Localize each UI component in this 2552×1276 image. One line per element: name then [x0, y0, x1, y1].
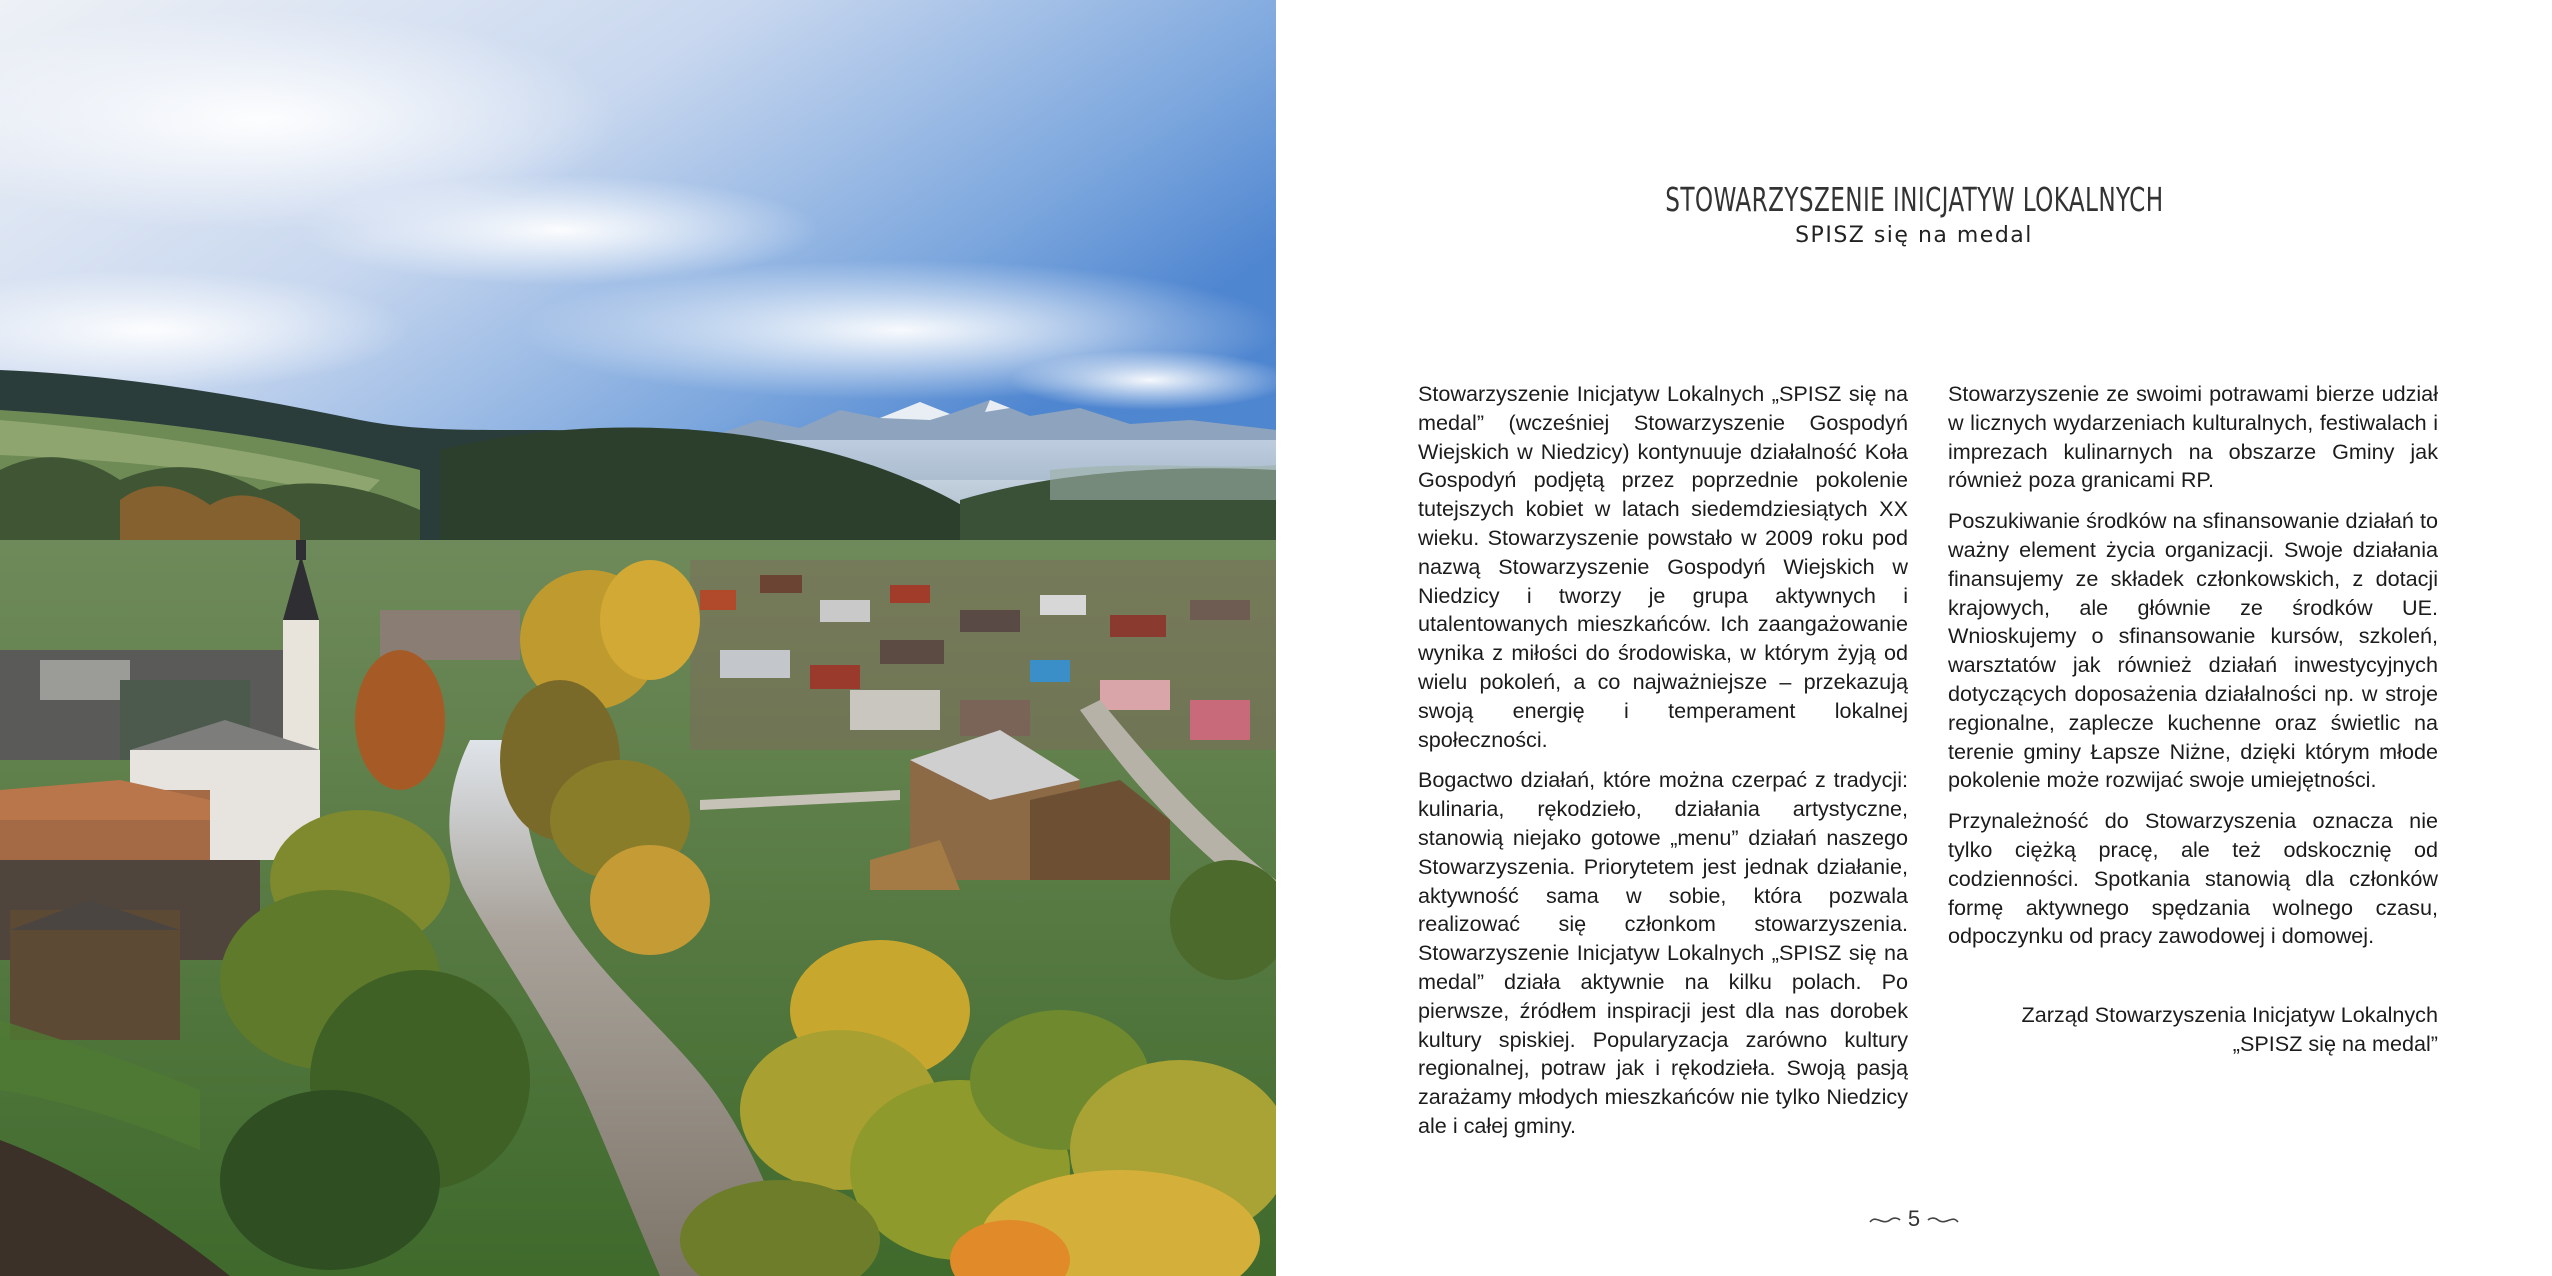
paragraph: Poszukiwanie środków na sfinansowanie działań to ważny element życia organizacji. Swoje działania finansujemy ze składek członkowskich, z dotacji krajowych, ale głównie ze środków UE. Wnioskujemy o sfinansowanie kursów, szkoleń, warsztatów jak również działań inwestycyjnych dotyczących doposażenia działalności np. w stroje regionalne, zaplecze kuchenne oraz świetlic na terenie gminy Łapsze Niżne, dzięki którym młode pokolenie może rozwijać swoje umiejętności.	[1948, 508, 2438, 793]
paragraph: Stowarzyszenie ze swoimi potrawami bierze udział w licznych wydarzeniach kulturalnych, festiwalach i imprezach kulinarnych na obszarze Gminy jak również poza granicami RP.	[1948, 381, 2438, 493]
paragraph: Stowarzyszenie Inicjatyw Lokalnych „SPISZ się na medal” (wcześniej Stowarzyszenie Gospodyń Wiejskich w Niedzicy) kontynuuje działalność Koła Gospodyń podjętą przez poprzednie pokolenie tutejszych kobiet w latach siedemdziesiątych XX wieku. Stowarzyszenie powstało w 2009 roku pod nazwą Stowarzyszenie Gospodyń Wiejskich w Niedzicy i tworzy je grupa aktywnych i utalentowanych mieszkańców. Ich zaangażowanie wynika z miłości do środowiska, w którym żyją od wielu pokoleń, a co najważniejsze – przekazują swoją energię i temperament lokalnej społeczności.	[1418, 381, 1908, 752]
organization-subtitle: SPISZ się na medal	[1795, 223, 2033, 248]
page-number	[1276, 1206, 2552, 1232]
right-ornament-icon	[1926, 1212, 1960, 1228]
signature	[1948, 1001, 2438, 1059]
organization-name: STOWARZYSZENIE INICJATYW LOKALNYCH	[1664, 180, 2164, 219]
left-text-column	[1418, 380, 1908, 1153]
signature-line: „SPISZ się na medal”	[2232, 1030, 2438, 1056]
page-header	[1276, 180, 2552, 248]
signature-line: Zarząd Stowarzyszenia Inicjatyw Lokalnych	[2021, 1002, 2438, 1028]
left-ornament-icon	[1868, 1212, 1902, 1228]
right-text-column	[1948, 380, 2438, 1059]
text-page	[1276, 0, 2552, 1276]
page-number-value: 5	[1907, 1206, 1921, 1231]
paragraph: Bogactwo działań, które można czerpać z tradycji: kulinaria, rękodzieło, działania artystyczne, stanowią niejako gotowe „menu” działań naszego Stowarzyszenia. Priorytetem jest jednak działanie, aktywność sama w sobie, która pozwala realizować się członkom stowarzyszenia. Stowarzyszenie Inicjatyw Lokalnych „SPISZ się na medal” działa aktywnie na kilku polach. Po pierwsze, źródłem inspiracji jest dla nas dorobek kultury spiskiej. Popularyzacja zarówno kultury regionalnej, potraw jak i rękodzieła. Swoją pasją zarażamy młodych mieszkańców nie tylko Niedzicy ale i całej gminy.	[1418, 767, 1908, 1138]
paragraph: Przynależność do Stowarzyszenia oznacza nie tylko ciężką pracę, ale też odskocznię od codzienności. Spotkania stanowią dla członków formę aktywnego spędzania wolnego czasu, odpoczynku od pracy zawodowej i domowej.	[1948, 808, 2438, 949]
